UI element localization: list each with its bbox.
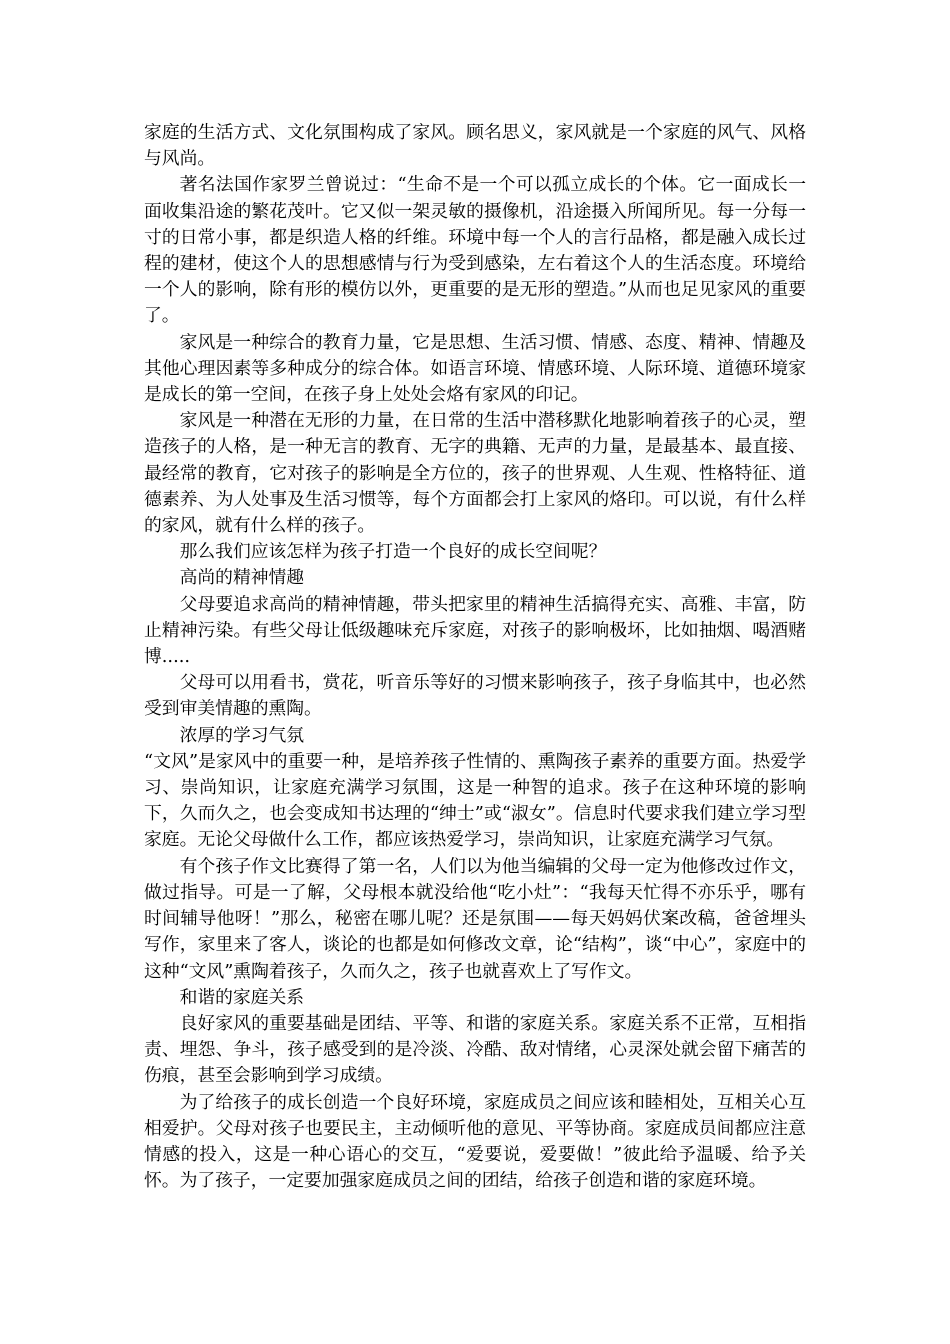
paragraph-3: 家风是一种综合的教育力量，它是思想、生活习惯、情感、态度、精神、情趣及其他心理因素等多种成分的综合体。如语言环境、情感环境、人际环境、道德环境家是成长的第一空间，在孩子身上处处会烙有家风的印记。 [144,331,806,406]
paragraph-8: “文风”是家风中的重要一种，是培养孩子性情的、熏陶孩子素养的重要方面。热爱学习、崇尚知识，让家庭充满学习氛围，这是一种智的追求。孩子在这种环境的影响下，久而久之，也会变成知书达理的“绅士”或“淑女”。信息时代要求我们建立学习型家庭。无论父母做什么工作，都应该热爱学习，崇尚知识，让家庭充满学习气氛。 [144,750,806,851]
paragraph-11: 为了给孩子的成长创造一个良好环境，家庭成员之间应该和睦相处，互相关心互相爱护。父母对孩子也要民主，主动倾听他的意见、平等协商。家庭成员间都应注意情感的投入，这是一种心语心的交互，“爱要说，爱要做！”彼此给予温暖、给予关怀。为了孩子，一定要加强家庭成员之间的团结，给孩子创造和谐的家庭环境。 [144,1091,806,1192]
paragraph-9: 有个孩子作文比赛得了第一名，人们以为他当编辑的父母一定为他修改过作文，做过指导。可是一了解，父母根本就没给他“吃小灶”：“我每天忙得不亦乐乎，哪有时间辅导他呀！”那么，秘密在哪儿呢？还是氛围——每天妈妈伏案改稿，爸爸埋头写作，家里来了客人，谈论的也都是如何修改文章，论“结构”，谈“中心”，家庭中的这种“文风”熏陶着孩子，久而久之，孩子也就喜欢上了写作文。 [144,855,806,982]
paragraph-1: 家庭的生活方式、文化氛围构成了家风。顾名思义，家风就是一个家庭的风气、风格与风尚。 [144,122,806,170]
paragraph-7: 父母可以用看书，赏花，听音乐等好的习惯来影响孩子，孩子身临其中，也必然受到审美情趣的熏陶。 [144,672,806,720]
paragraph-2: 著名法国作家罗兰曾说过：“生命不是一个可以孤立成长的个体。它一面成长一面收集沿途的繁花茂叶。它又似一架灵敏的摄像机，沿途摄入所闻所见。每一分每一寸的日常小事，都是织造人格的纤维。环境中每一个人的言行品格，都是融入成长过程的建材，使这个人的思想感情与行为受到感染，左右着这个人的生活态度。环境给一个人的影响，除有形的模仿以外，更重要的是无形的塑造。”从而也足见家风的重要了。 [144,174,806,327]
paragraph-6: 父母要追求高尚的精神情趣，带头把家里的精神生活搞得充实、高雅、丰富，防止精神污染。有些父母让低级趣味充斥家庭，对孩子的影响极坏，比如抽烟、喝酒赌博..... [144,593,806,668]
paragraph-5: 那么我们应该怎样为孩子打造一个良好的成长空间呢？ [179,541,607,563]
section-heading-2: 浓厚的学习气氛 [179,724,305,746]
paragraph-10: 良好家风的重要基础是团结、平等、和谐的家庭关系。家庭关系不正常，互相指责、埋怨、争斗，孩子感受到的是冷淡、冷酷、敌对情绪，心灵深处就会留下痛苦的伤痕，甚至会影响到学习成绩。 [144,1012,806,1087]
document-body [144,120,806,1194]
section-heading-3: 和谐的家庭关系 [179,986,305,1008]
section-heading-1: 高尚的精神情趣 [179,567,305,589]
paragraph-4: 家风是一种潜在无形的力量，在日常的生活中潜移默化地影响着孩子的心灵，塑造孩子的人格，是一种无言的教育、无字的典籍、无声的力量，是最基本、最直接、最经常的教育，它对孩子的影响是全方位的，孩子的世界观、人生观、性格特征、道德素养、为人处事及生活习惯等，每个方面都会打上家风的烙印。可以说，有什么样的家风，就有什么样的孩子。 [144,410,806,537]
